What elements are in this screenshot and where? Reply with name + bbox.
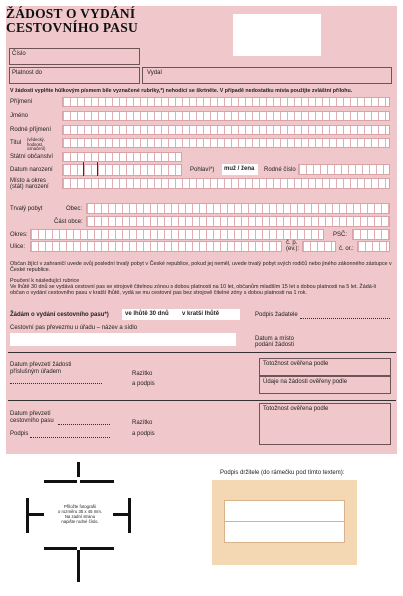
okres-label: Okres: [10, 232, 28, 238]
signature-box[interactable] [224, 500, 345, 543]
totoznost-overena-label: Totožnost ověřena podle [263, 361, 329, 367]
cor-label: č. or.: [339, 246, 354, 252]
datum-pasu-label-2: cestovního pasu [10, 418, 54, 424]
photo-note-line-2: o rozměru 35 x 45 mm. [57, 509, 103, 514]
cp-input[interactable] [302, 241, 336, 252]
section-divider-1 [8, 352, 396, 353]
psc-label: PSČ: [333, 232, 348, 238]
signature-box-divider [225, 521, 344, 522]
cislo-label: Číslo [12, 51, 26, 57]
titul-note: (vědecký, hodnost, označení) [27, 137, 46, 152]
podpis-label: Podpis [10, 431, 29, 437]
udaje-overeny-label: Údaje na žádosti ověřeny podle [263, 379, 348, 385]
a-podpis-label: a podpis [132, 381, 155, 387]
crop-mark-top-right [80, 480, 114, 483]
photo-note-line-3: Na zadní stranu [64, 514, 96, 519]
abroad-note: Občan žijící v zahraničí uvede svůj poslední trvalý pobyt v České republice, pokud jej neměl, uvede trvalý pobyt svých rodičů nebo jiného zákonného zástupce v České republice. [10, 261, 392, 274]
date-separator-1 [83, 162, 84, 176]
rodne-prijmeni-label: Rodné příjmení [10, 127, 52, 133]
datum-pasu-line [58, 424, 110, 425]
rodne-cislo-label: Rodné číslo [264, 167, 296, 173]
datum-misto-label-2: podání žádosti [255, 342, 295, 348]
crop-mark-top [77, 462, 80, 477]
obec-label: Obec: [66, 206, 83, 212]
ulice-input[interactable] [30, 241, 282, 252]
crop-mark-bottom [77, 550, 80, 582]
signature-label: Podpis držitele (do rámečku pod tímto textem): [220, 470, 345, 476]
a-podpis2-label: a podpis [132, 431, 155, 437]
platnost-do-label: Platnost do [12, 70, 43, 76]
form-title [6, 7, 206, 35]
cast-obce-input[interactable] [86, 216, 390, 227]
rodne-cislo-input[interactable] [298, 164, 390, 175]
request-label: Žádám o vydání cestovního pasu*) [10, 312, 109, 318]
udaje-overeny-box[interactable] [259, 376, 391, 394]
prijmeni-label: Příjmení [10, 99, 33, 105]
datum-prevzeti-line [10, 383, 102, 384]
transfer-input[interactable] [10, 333, 236, 346]
crop-mark-top-left [44, 480, 77, 483]
podpis-line [30, 437, 110, 438]
instruction-text: V žádosti vyplňte hůlkovým písmem bíle vyznačené rubriky,*) nehodící se škrtněte. V případě nedostatku místa použijte zvláštní přílohu. [10, 88, 353, 94]
prijmeni-input[interactable] [62, 97, 390, 107]
titul-input[interactable] [62, 138, 390, 148]
datum-prevzeti-label-2: příslušným úřadem [10, 369, 62, 375]
photo-note-line-4: napište rodné číslo. [61, 519, 99, 524]
vydal-field[interactable] [142, 67, 392, 84]
jmeno-input[interactable] [62, 111, 390, 121]
jmeno-label: Jméno [10, 113, 29, 119]
totoznost-overena-box[interactable] [259, 358, 391, 376]
crop-mark-right [128, 498, 131, 533]
datum-misto-label-1: Datum a místo [255, 336, 295, 342]
cast-obce-label: Část obce: [54, 219, 83, 225]
ulice-label: Ulice: [10, 244, 26, 250]
crop-mark-bottom-left [44, 547, 77, 550]
misto-okres-label: Místo a okres [10, 178, 47, 184]
statni-obcanstvi-label: Státní občanství [10, 154, 54, 160]
cor-input[interactable] [357, 241, 390, 252]
platnost-do-field[interactable] [9, 67, 140, 84]
datum-narozeni-label: Datum narození [10, 167, 53, 173]
trvaly-pobyt-label: Trvalý pobyt [10, 206, 43, 212]
statni-obcanstvi-input[interactable] [62, 152, 182, 162]
totoznost-overena2-label: Totožnost ověřena podle [263, 406, 329, 412]
office-stamp-box [233, 14, 321, 56]
cp-label: č. p. [286, 240, 298, 246]
okres-input[interactable] [30, 229, 324, 240]
crop-mark-bottom-right [80, 547, 114, 550]
title-line-2: CESTOVNÍHO PASU [6, 20, 138, 35]
rodne-prijmeni-input[interactable] [62, 125, 390, 135]
vydal-label: Vydal [147, 70, 162, 76]
request-option-box[interactable] [122, 309, 240, 320]
stat-narozeni-label: (stát) narození [10, 184, 49, 190]
obec-input[interactable] [86, 203, 390, 214]
datum-prevzeti-label-1: Datum převzetí žádosti [10, 362, 72, 368]
pohlavi-value[interactable]: muž / žena [222, 164, 258, 175]
transfer-label: Cestovní pas převezmu u úřadu – název a sídlo [10, 325, 138, 331]
titul-label: Titul [10, 140, 22, 146]
photo-note-line-1: Přiložte fotografii [63, 504, 96, 509]
request-option-30-days[interactable]: ve lhůtě 30 dnů [125, 311, 169, 317]
datum-pasu-label-1: Datum převzetí [10, 411, 51, 417]
datum-narozeni-input[interactable] [62, 164, 182, 176]
totoznost-overena2-box[interactable] [259, 403, 391, 445]
section-divider-2 [8, 400, 396, 401]
cislo-field[interactable] [9, 48, 140, 65]
podpis-zadatele-label: Podpis žadatele [255, 312, 298, 318]
request-option-shorter[interactable]: v kratší lhůtě [182, 311, 220, 317]
pohlavi-label: Pohlaví*) [190, 167, 215, 173]
podpis-zadatele-line [300, 318, 390, 319]
crop-mark-right-tick [113, 513, 128, 516]
crop-mark-left-tick [29, 513, 44, 516]
razitko2-label: Razítko [132, 420, 153, 426]
date-separator-2 [97, 162, 98, 176]
razitko-label: Razítko [132, 371, 153, 377]
instructions-title: Poučení k následující rubrice [10, 278, 80, 284]
ev-label: (ev.): [286, 246, 300, 252]
photo-note [46, 504, 114, 524]
instructions-body: Ve lhůtě 30 dnů se vydává cestovní pas se strojově čitelnou zónou s dobou platnosti na 10 let, občanům mladším 15 let s dobou platnosti na 5 let. Žádá-li občan o vydání cestovního pasu v kratší lhůtě, vydá se mu cestovní pas bez strojově čitelné zóny s dobou platnosti na 1 rok. [10, 284, 376, 297]
psc-input[interactable] [352, 229, 390, 240]
title-line-1: ŽÁDOST O VYDÁNÍ [6, 6, 136, 21]
misto-narozeni-input[interactable] [62, 178, 390, 189]
